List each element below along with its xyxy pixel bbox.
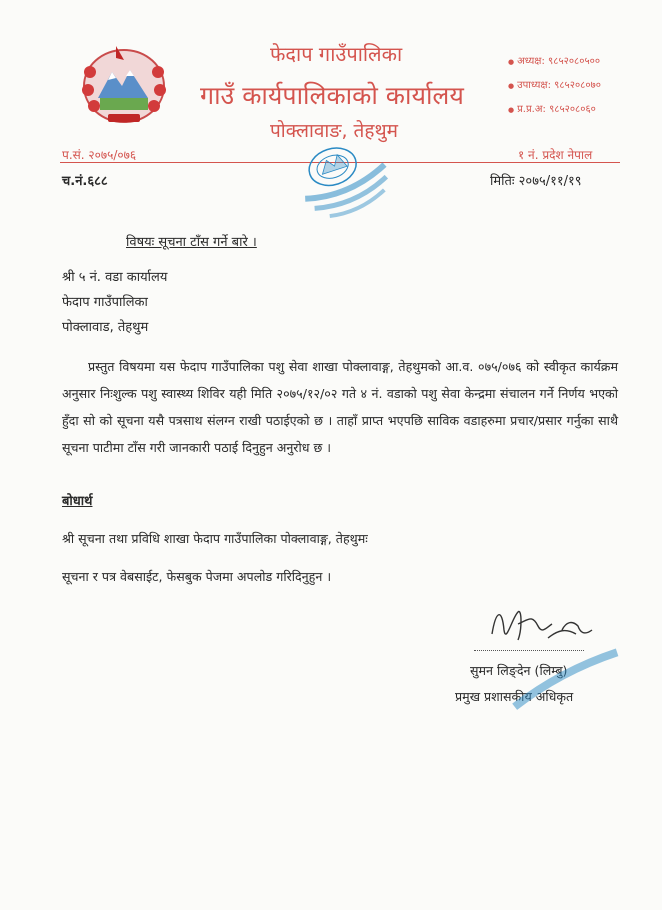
letterhead-office: गाउँ कार्यपालिकाको कार्यालय xyxy=(200,81,464,110)
cc-heading: बोधार्थ xyxy=(62,494,93,509)
fiscal-year: प.सं. २०७५/०७६ xyxy=(62,148,137,162)
letter-body xyxy=(62,353,618,461)
cc-line: सूचना र पत्र वेबसाईट, फेसबुक पेजमा अपलोड गरिदिनुहुन । xyxy=(62,569,332,584)
contact-item: ● प्र.प्र.अ: ९८५२०८०६० xyxy=(508,104,596,115)
designation-stamp xyxy=(500,640,630,720)
letterhead-location: पोक्लावाङ, तेहथुम xyxy=(270,120,398,142)
body-paragraph: प्रस्तुत विषयमा यस फेदाप गाउँपालिका पशु सेवा शाखा पोक्लावाङ्ग, तेहथुमको आ.व. ०७५/०७६ को स्वीकृत कार्यक्रम अनुसार निःशुल्क पशु स्वास्थ्य शिविर यही मिति २०७५/१२/०२ गते ४ नं. वडाको पशु सेवा केन्द्रमा संचालन गर्ने निर्णय भएको हुँदा सो को सूचना यसै पत्रसाथ संलग्न राखी पठाईएको छ । ताहाँ प्राप्त भएपछि साविक वडाहरुमा प्रचार/प्रसार गर्नुका साथै सूचना पाटीमा टाँस गरी जानकारी पठाई दिनुहुन अनुरोध छ । xyxy=(62,359,618,455)
cc-line: श्री सूचना तथा प्रविधि शाखा फेदाप गाउँपालिका पोक्लावाङ्ग, तेहथुमः xyxy=(62,531,368,546)
addressee-line: फेदाप गाउँपालिका xyxy=(62,295,148,310)
phone-icon: ● xyxy=(508,82,515,90)
addressee-line: पोक्लावाड, तेहथुम xyxy=(62,320,149,335)
contact-item: ● उपाध्यक्ष: ९८५२०८०७० xyxy=(508,80,601,91)
addressee-line: श्री ५ नं. वडा कार्यालय xyxy=(62,270,168,285)
letter-date: मितिः २०७५/११/१९ xyxy=(490,174,582,189)
office-stamp xyxy=(288,128,398,223)
phone-icon: ● xyxy=(508,58,515,66)
province-label: १ नं. प्रदेश नेपाल xyxy=(518,148,593,162)
signatory-name: सुमन लिङ्देन (लिम्बु) xyxy=(470,663,568,678)
letter-subject: विषयः सूचना टाँस गर्ने बारे । xyxy=(126,235,257,250)
contact-item: ● अध्यक्ष: ९८५२०८०५०० xyxy=(508,56,601,67)
dispatch-number: च.नं.६८८ xyxy=(62,174,108,189)
phone-icon: ● xyxy=(508,106,515,114)
signatory-title: प्रमुख प्रशासकीय अधिकृत xyxy=(455,689,574,704)
letterhead-municipality: फेदाप गाउँपालिका xyxy=(270,42,403,66)
emblem-logo xyxy=(78,42,170,126)
contact-list xyxy=(508,50,601,122)
